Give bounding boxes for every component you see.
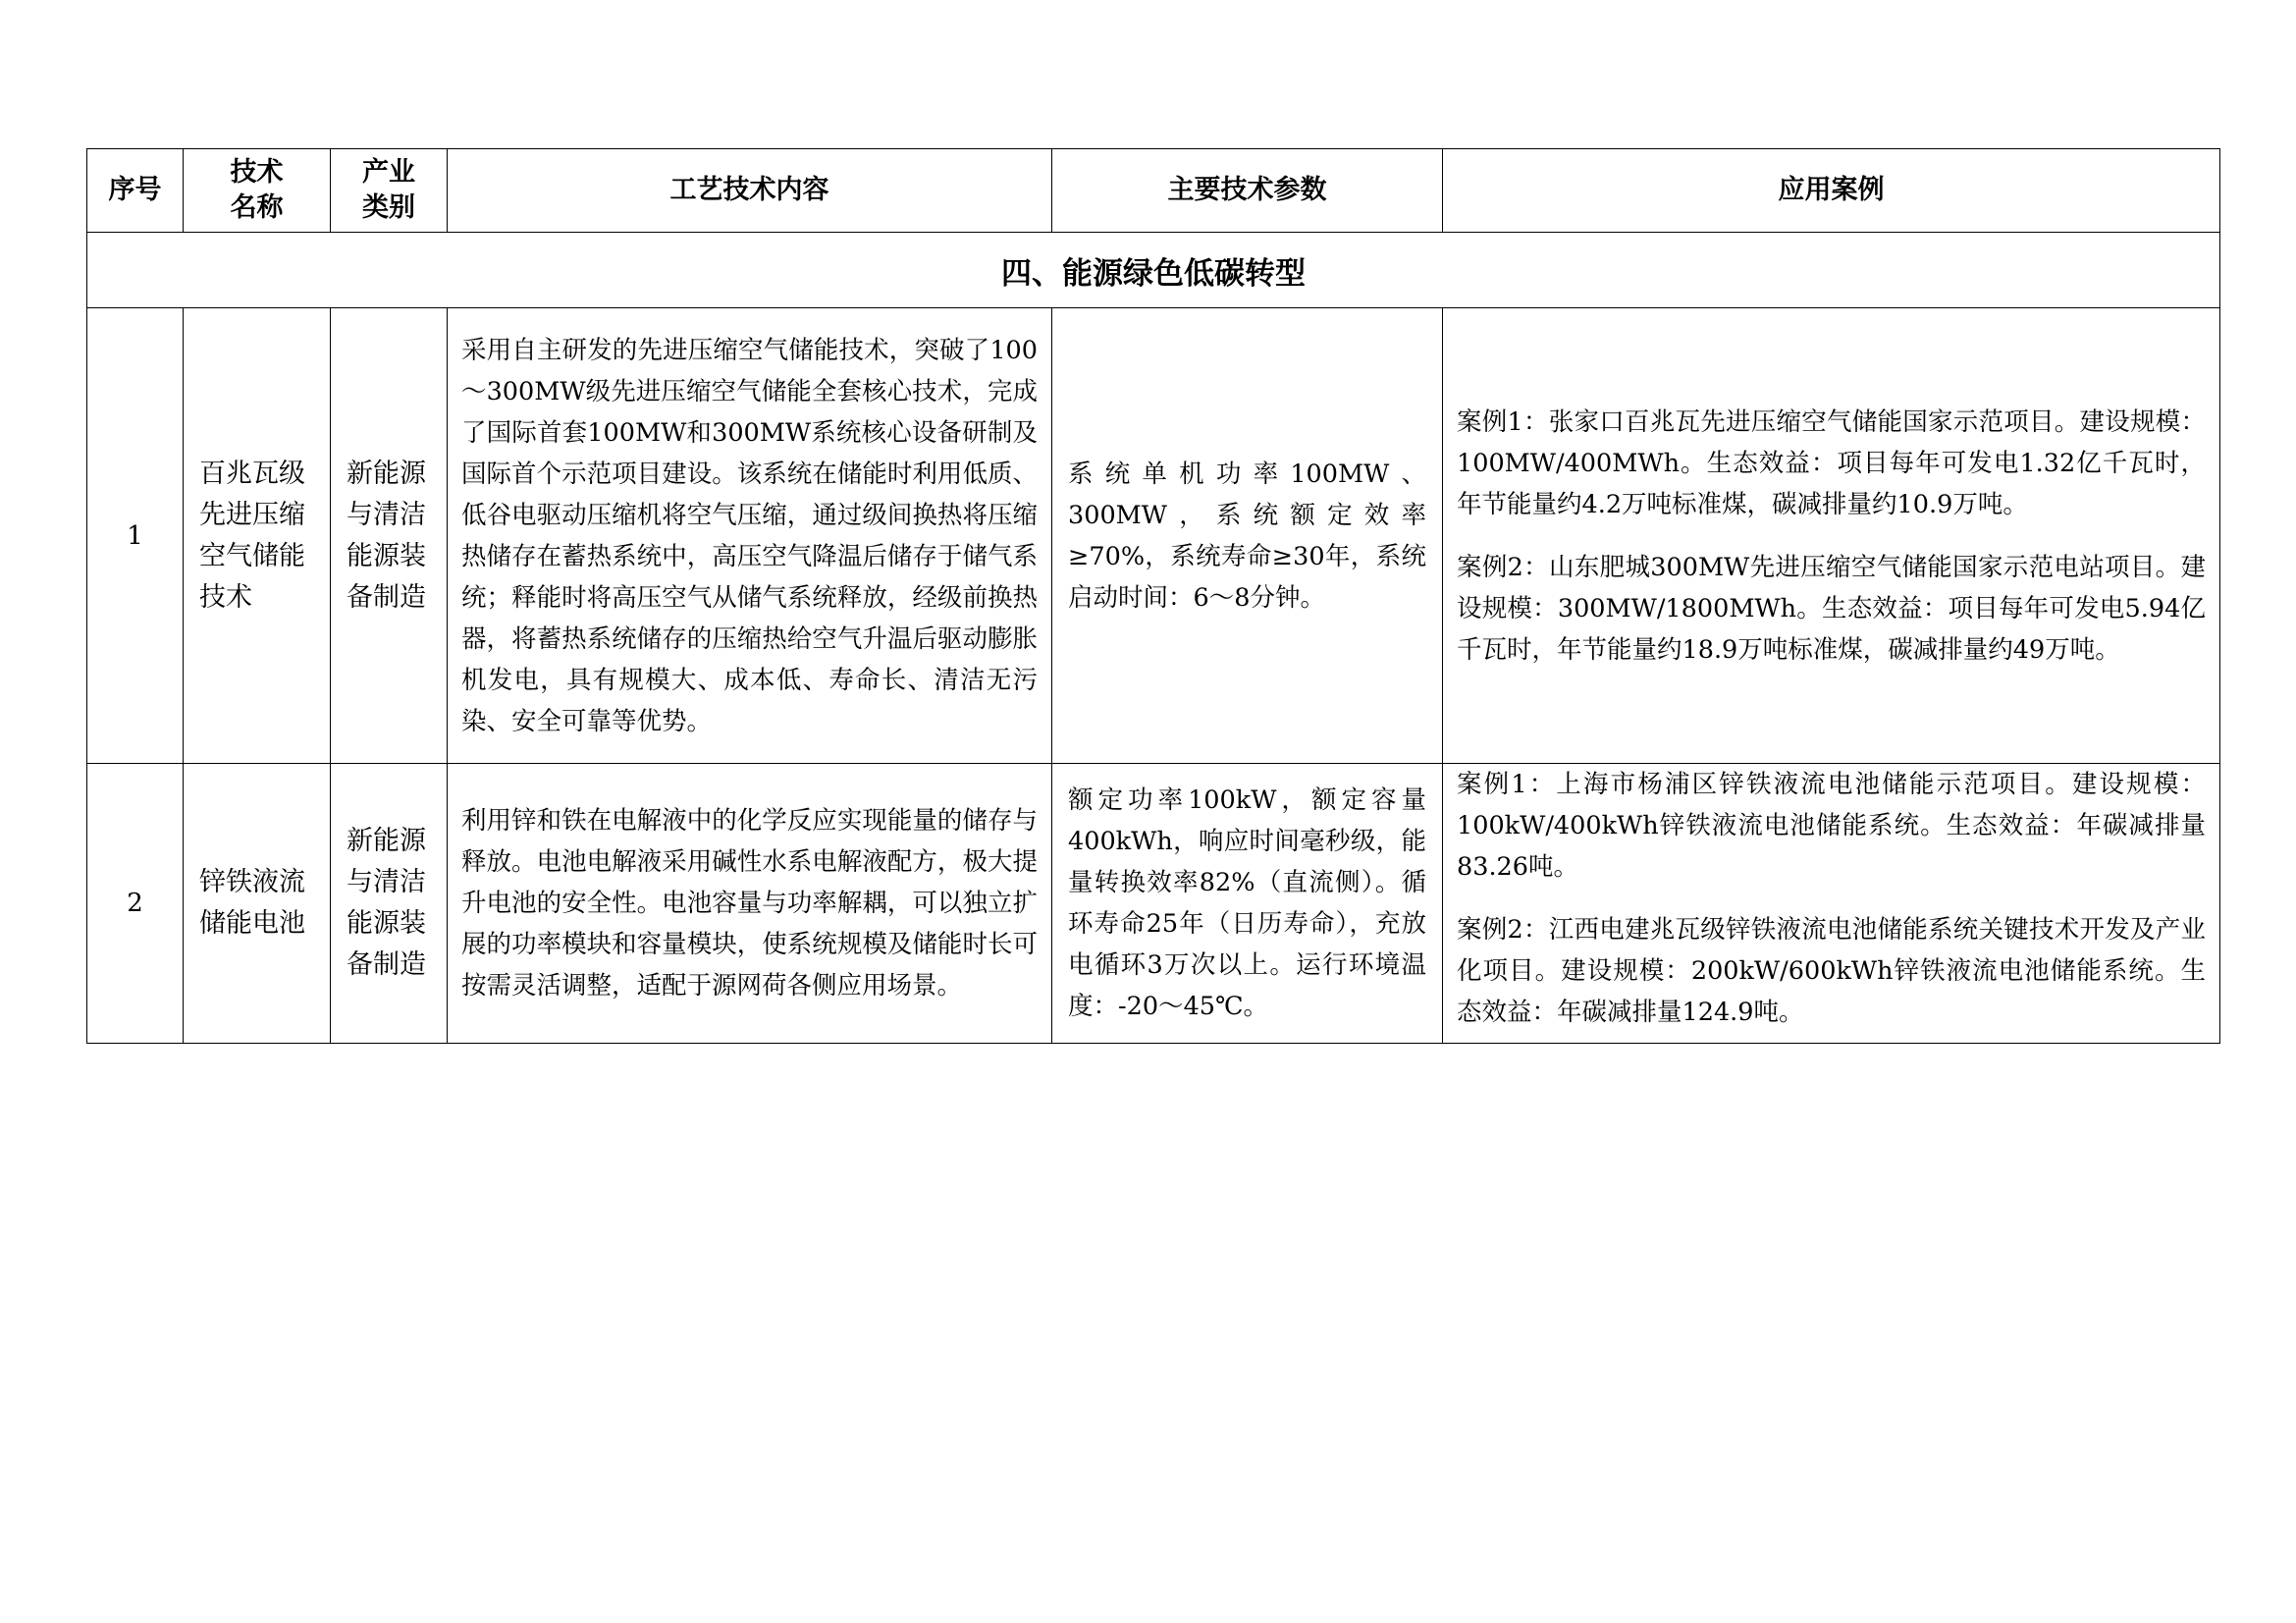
table-row (87, 764, 2220, 1044)
header-row (87, 149, 2220, 233)
header-tech-name: 技术 名称 (184, 149, 331, 233)
case-2: 案例2：江西电建兆瓦级锌铁液流电池储能系统关键技术开发及产业化项目。建设规模：200kW/600kWh锌铁液流电池储能系统。生态效益：年碳减排量124.9吨。 (1457, 915, 2206, 1027)
row-tech-name: 百兆瓦级 先进压缩 空气储能 技术 (184, 308, 331, 764)
case-2: 案例2：山东肥城300MW先进压缩空气储能国家示范电站项目。建设规模：300MW/1800MWh。生态效益：项目每年可发电5.94亿千瓦时，年节能量约18.9万吨标准煤，碳减排量约49万吨。 (1457, 552, 2206, 665)
section-title: 四、能源绿色低碳转型 (87, 233, 2220, 308)
row-process: 利用锌和铁在电解液中的化学反应实现能量的储存与释放。电池电解液采用碱性水系电解液配方，极大提升电池的安全性。电池容量与功率解耦，可以独立扩展的功率模块和容量模块，使系统规模及储能时长可按需灵活调整，适配于源网荷各侧应用场景。 (448, 764, 1052, 1044)
header-cases: 应用案例 (1443, 149, 2220, 233)
table-row (87, 308, 2220, 764)
row-industry: 新能源 与清洁 能源装 备制造 (331, 764, 448, 1044)
row-cases (1443, 308, 2220, 764)
row-params: 系统单机功率100MW、300MW，系统额定效率≥70%，系统寿命≥30年，系统启动时间：6～8分钟。 (1052, 308, 1443, 764)
header-process: 工艺技术内容 (448, 149, 1052, 233)
row-seq: 2 (87, 764, 184, 1044)
row-tech-name: 锌铁液流 储能电池 (184, 764, 331, 1044)
section-row (87, 233, 2220, 308)
row-process: 采用自主研发的先进压缩空气储能技术，突破了100～300MW级先进压缩空气储能全套核心技术，完成了国际首套100MW和300MW系统核心设备研制及国际首个示范项目建设。该系统在储能时利用低质、低谷电驱动压缩机将空气压缩，通过级间换热将压缩热储存在蓄热系统中，高压空气降温后储存于储气系统；释能时将高压空气从储气系统释放，经级前换热器，将蓄热系统储存的压缩热给空气升温后驱动膨胀机发电，具有规模大、成本低、寿命长、清洁无污染、安全可靠等优势。 (448, 308, 1052, 764)
case-1: 案例1：张家口百兆瓦先进压缩空气储能国家示范项目。建设规模：100MW/400MWh。生态效益：项目每年可发电1.32亿千瓦时，年节能量约4.2万吨标准煤，碳减排量约10.9万吨。 (1457, 406, 2206, 519)
row-cases (1443, 764, 2220, 1044)
row-industry: 新能源 与清洁 能源装 备制造 (331, 308, 448, 764)
row-seq: 1 (87, 308, 184, 764)
row-params: 额定功率100kW，额定容量400kWh，响应时间毫秒级，能量转换效率82%（直流侧）。循环寿命25年（日历寿命），充放电循环3万次以上。运行环境温度：-20～45℃。 (1052, 764, 1443, 1044)
header-params: 主要技术参数 (1052, 149, 1443, 233)
case-1: 案例1：上海市杨浦区锌铁液流电池储能示范项目。建设规模：100kW/400kWh锌铁液流电池储能系统。生态效益：年碳减排量83.26吨。 (1457, 770, 2206, 882)
technology-catalog-table (86, 148, 2220, 1044)
header-seq: 序号 (87, 149, 184, 233)
header-industry: 产业 类别 (331, 149, 448, 233)
